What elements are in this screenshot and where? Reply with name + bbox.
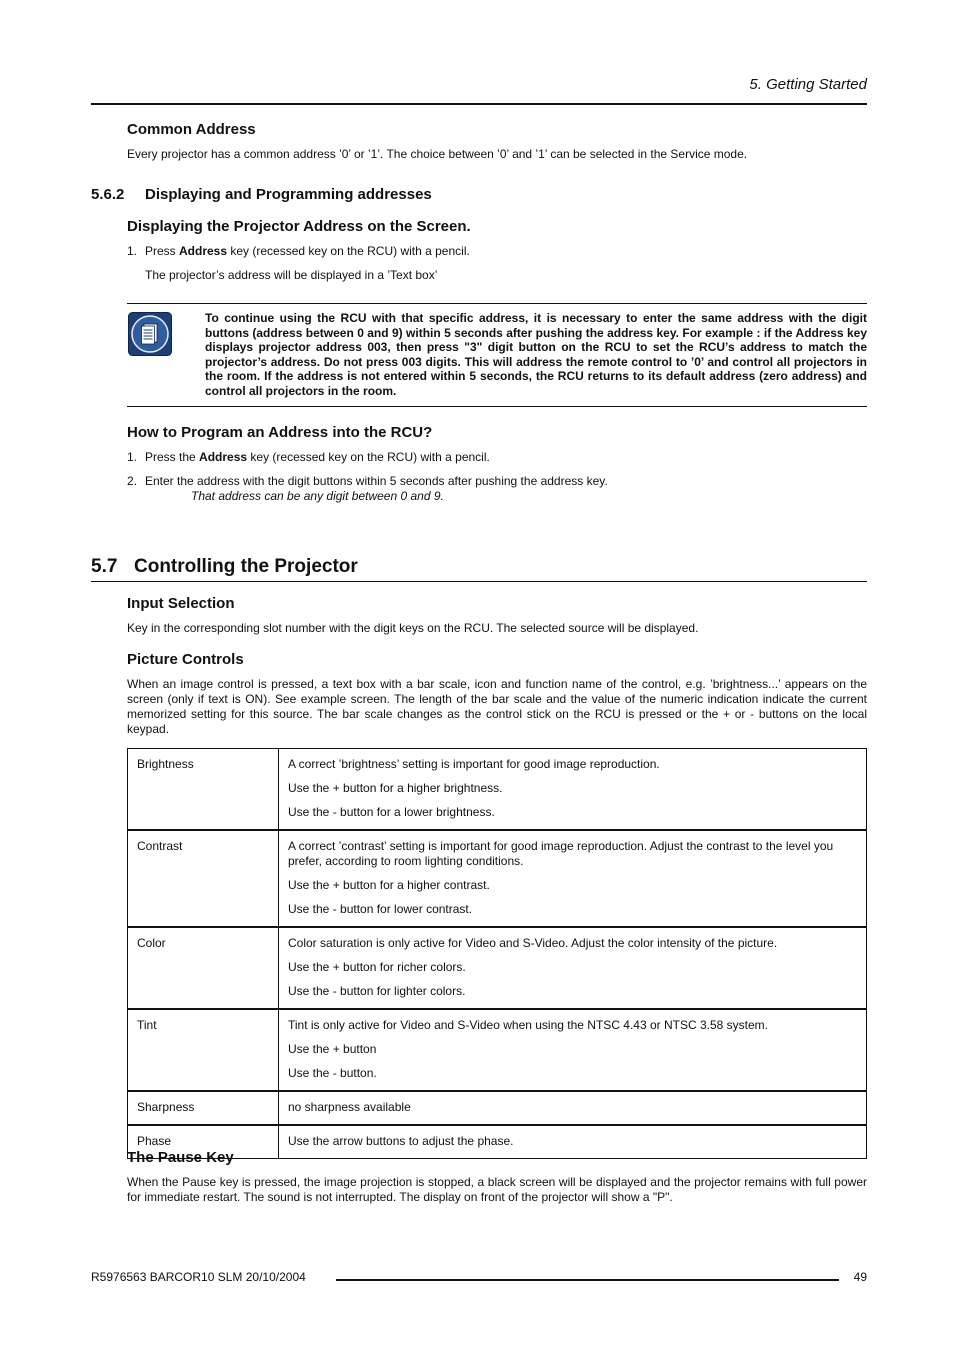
note-text: To continue using the RCU with that specific address, it is necessary to enter the same address with the digit buttons (address between 0 and 9) within 5 seconds after pushing the address key. For example : if the Address key displays projector address 003, then press "3" digit button on the RCU to set the RCU’s address to match the projector’s address. Do not press 003 digits. This will address the remote control to ’0’ and control all projectors in the room. If the address is not entered within 5 seconds, the RCU returns to its default address (zero address) and control all projectors in the room. (205, 311, 867, 398)
step-text-post: key (recessed key on the RCU) with a pencil. (227, 244, 470, 258)
description-line: Color saturation is only active for Video and S-Video. Adjust the color intensity of the picture. (288, 936, 778, 950)
table-row (128, 749, 867, 831)
pause-key-heading: The Pause Key (127, 1149, 234, 1166)
step-key-name: Address (199, 450, 248, 464)
step-note: That address can be any digit between 0 and 9. (191, 489, 444, 503)
section-rule (91, 581, 867, 582)
description-line: Use the - button. (288, 1066, 377, 1080)
table-row (128, 1091, 867, 1125)
step-text-pre: Press (145, 244, 180, 258)
table-row (128, 927, 867, 1009)
description-line: Use the + button for richer colors. (288, 960, 466, 974)
description-line: Use the - button for a lower brightness. (288, 805, 495, 819)
step-text-post: key (recessed key on the RCU) with a pencil. (247, 450, 490, 464)
common-address-text: Every projector has a common address ’0’ or ’1’. The choice between ’0’ and ’1’ can be selected in the Service mode. (127, 147, 748, 161)
footer-rule (336, 1279, 839, 1281)
description-line: A correct ’brightness’ setting is important for good image reproduction. (288, 757, 660, 771)
step-text-pre: Press the (145, 450, 200, 464)
list-item (127, 244, 867, 259)
section-title: Displaying and Programming addresses (145, 186, 432, 203)
section-number: 5.6.2 (91, 186, 125, 203)
pause-key-text: When the Pause key is pressed, the image projection is stopped, a black screen will be displayed and the projector remains with full power for immediate restart. The sound is not interrupted. The display on front of the projector will show a "P". (127, 1175, 867, 1204)
control-description (279, 749, 867, 831)
common-address-heading: Common Address (127, 121, 256, 138)
note-icon (128, 312, 172, 356)
control-name: Sharpness (128, 1091, 279, 1125)
section-heading-5-6-2 (91, 186, 432, 203)
description-line: Use the arrow buttons to adjust the phase. (288, 1134, 514, 1148)
control-name: Color (128, 927, 279, 1009)
control-name: Brightness (128, 749, 279, 831)
picture-controls-heading: Picture Controls (127, 651, 244, 668)
picture-controls-table (127, 748, 867, 1159)
table-row (128, 1125, 867, 1159)
input-selection-text: Key in the corresponding slot number with the digit keys on the RCU. The selected source will be displayed. (127, 621, 699, 635)
footer-doc-ref: R5976563 BARCOR10 SLM 20/10/2004 (91, 1270, 306, 1284)
step-text: Enter the address with the digit buttons within 5 seconds after pushing the address key. (145, 474, 608, 488)
step-key-name: Address (179, 244, 228, 258)
step-number: 2. (127, 474, 138, 488)
display-address-heading: Displaying the Projector Address on the Screen. (127, 218, 471, 235)
control-description (279, 1125, 867, 1159)
list-item (127, 474, 867, 489)
picture-controls-text: When an image control is pressed, a text box with a bar scale, icon and function name of the control, e.g. ’brightness...’ appears on the screen (only if text is ON). See example screen. The length of the bar scale and the value of the numeric indication indicate the current memorized setting for this source. The bar scale changes as the control stick on the RCU is pressed or the + or - buttons on the local keypad. (127, 677, 867, 736)
description-line: Use the - button for lighter colors. (288, 984, 466, 998)
header-rule (91, 103, 867, 105)
control-name: Tint (128, 1009, 279, 1091)
control-description (279, 1009, 867, 1091)
description-line: Use the - button for lower contrast. (288, 902, 473, 916)
step-result: The projector’s address will be displayed in a ’Text box’ (145, 268, 438, 282)
control-description (279, 1091, 867, 1125)
input-selection-heading: Input Selection (127, 595, 235, 612)
program-address-heading: How to Program an Address into the RCU? (127, 424, 433, 441)
description-line: Use the + button for a higher contrast. (288, 878, 490, 892)
step-number: 1. (127, 244, 138, 258)
page-number: 49 (853, 1270, 867, 1284)
step-number: 1. (127, 450, 138, 464)
section-heading-5-7 (91, 556, 358, 578)
table-row (128, 830, 867, 927)
list-item (127, 450, 867, 465)
description-line: no sharpness available (288, 1100, 411, 1114)
running-header-chapter: 5. Getting Started (749, 76, 867, 93)
section-number: 5.7 (91, 556, 118, 577)
table-row (128, 1009, 867, 1091)
description-line: Tint is only active for Video and S-Video when using the NTSC 4.43 or NTSC 3.58 system. (288, 1018, 769, 1032)
control-name: Phase (128, 1125, 279, 1159)
section-title: Controlling the Projector (134, 556, 358, 577)
control-description (279, 927, 867, 1009)
control-name: Contrast (128, 830, 279, 927)
description-line: Use the + button for a higher brightness. (288, 781, 503, 795)
description-line: A correct ’contrast’ setting is important for good image reproduction. Adjust the contrast to the level you prefer, according to room lighting conditions. (288, 839, 834, 868)
description-line: Use the + button (288, 1042, 377, 1056)
control-description (279, 830, 867, 927)
